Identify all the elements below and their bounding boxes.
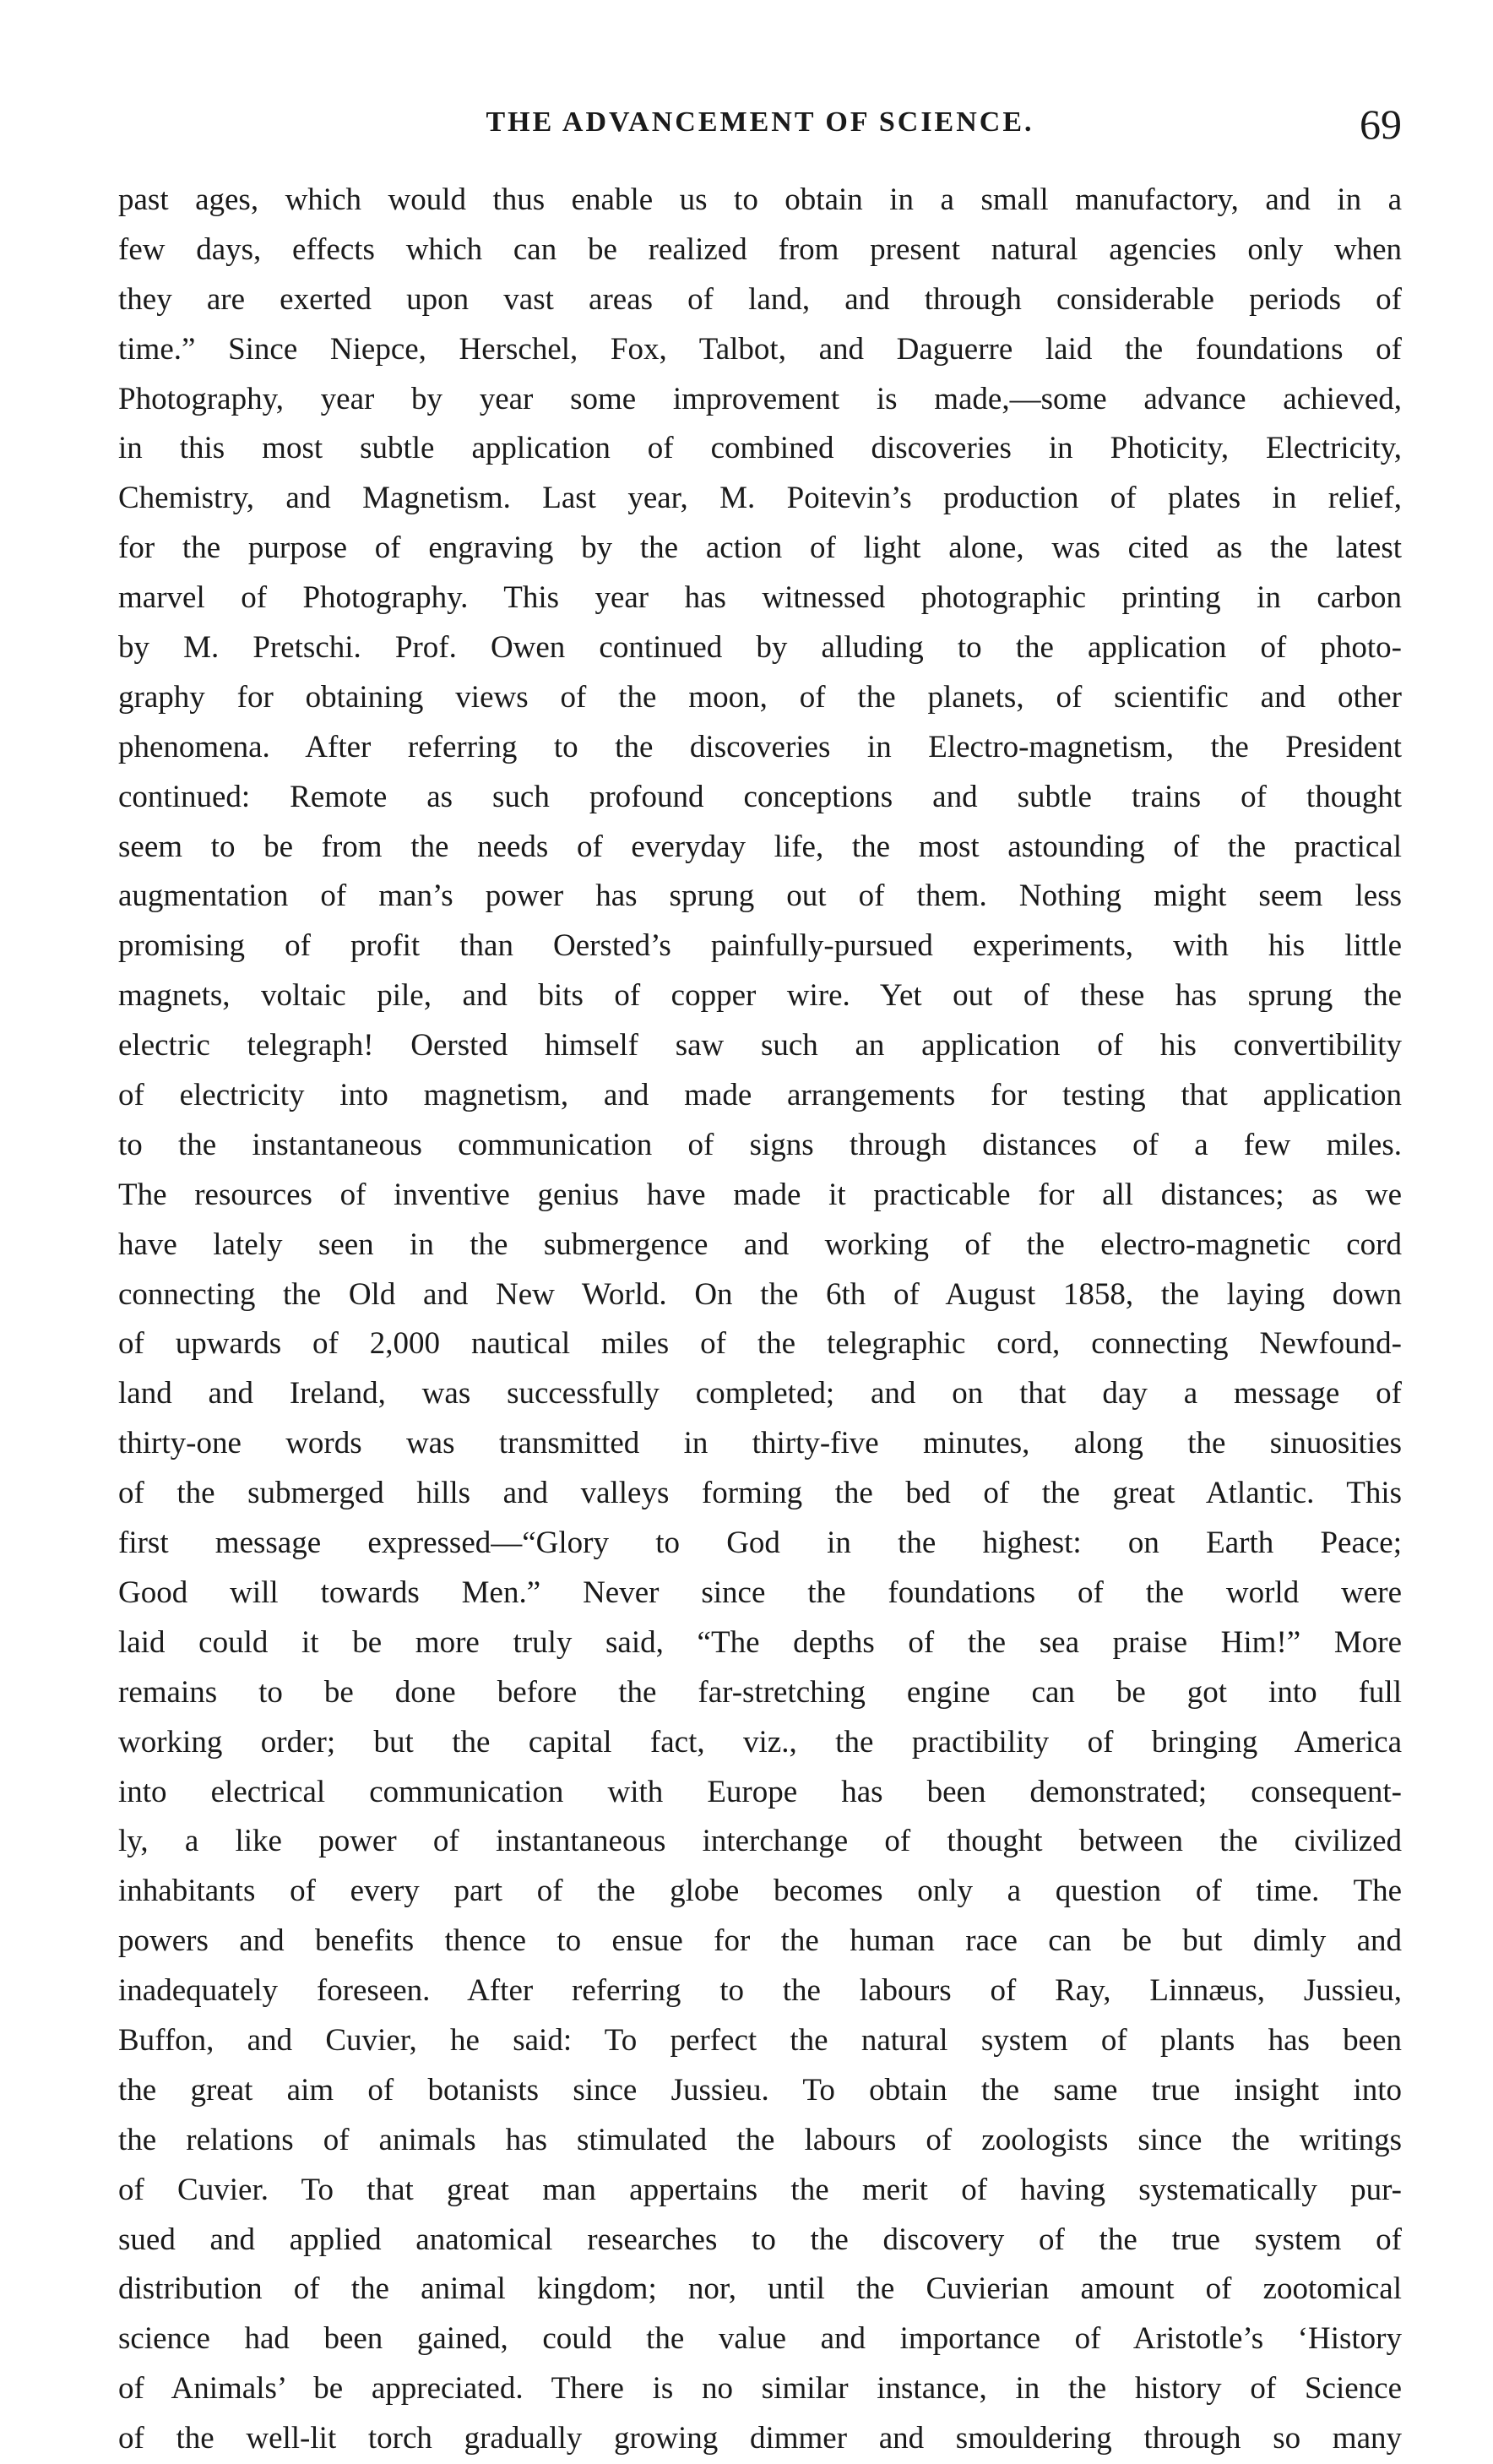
text-line: laid could it be more truly said, “The depths of the sea praise Him!” More xyxy=(118,1624,1402,1660)
text-line: Photography, year by year some improvement is made,—some advance achieved, xyxy=(118,381,1402,416)
text-line: of Animals’ be appreciated. There is no similar instance, in the history of Science xyxy=(118,2371,1402,2407)
text-line: few days, effects which can be realized from present natural agencies only when xyxy=(118,231,1402,267)
text-line: electric telegraph! Oersted himself saw such an application of his convertibility xyxy=(118,1028,1402,1063)
text-line: working order; but the capital fact, viz., the practibility of bringing America xyxy=(118,1724,1402,1760)
text-line: of the well-lit torch gradually growing dimmer and smouldering through so many xyxy=(118,2421,1402,2456)
text-line: distribution of the animal kingdom; nor, until the Cuvierian amount of zootomical xyxy=(118,2271,1402,2307)
text-line: remains to be done before the far-stretching engine can be got into full xyxy=(118,1674,1402,1710)
text-line: The resources of inventive genius have made it practicable for all distances; as we xyxy=(118,1177,1402,1212)
text-line: connecting the Old and New World. On the 6th of August 1858, the laying down xyxy=(118,1276,1402,1312)
text-line: they are exerted upon vast areas of land, and through considerable periods of xyxy=(118,281,1402,317)
text-line: promising of profit than Oersted’s painfully-pursued experiments, with his little xyxy=(118,928,1402,964)
text-line: first message expressed—“Glory to God in the highest: on Earth Peace; xyxy=(118,1526,1402,1561)
text-line: magnets, voltaic pile, and bits of copper wire. Yet out of these has sprung the xyxy=(118,978,1402,1014)
text-line: seem to be from the needs of everyday life, the most astounding of the practical xyxy=(118,829,1402,864)
text-line: by M. Pretschi. Prof. Owen continued by alluding to the application of photo- xyxy=(118,630,1402,666)
text-line: to the instantaneous communication of signs through distances of a few miles. xyxy=(118,1127,1402,1162)
text-line: thirty-one words was transmitted in thirty-five minutes, along the sinuosities xyxy=(118,1426,1402,1461)
text-line: powers and benefits thence to ensue for the human race can be but dimly and xyxy=(118,1923,1402,1959)
text-line: sued and applied anatomical researches to the discovery of the true system of xyxy=(118,2222,1402,2257)
text-line: phenomena. After referring to the discoveries in Electro-magnetism, the President xyxy=(118,729,1402,764)
text-line: have lately seen in the submergence and working of the electro-magnetic cord xyxy=(118,1227,1402,1262)
text-line: Buffon, and Cuvier, he said: To perfect the natural system of plants has been xyxy=(118,2022,1402,2058)
text-line: of Cuvier. To that great man appertains the merit of having systematically pur- xyxy=(118,2172,1402,2207)
text-line: in this most subtle application of combined discoveries in Photicity, Electricity, xyxy=(118,431,1402,466)
text-line: for the purpose of engraving by the action of light alone, was cited as the latest xyxy=(118,530,1402,566)
text-line: into electrical communication with Europe has been demonstrated; consequent- xyxy=(118,1774,1402,1809)
text-line: past ages, which would thus enable us to obtain in a small manufactory, and in a xyxy=(118,182,1402,217)
text-line: inhabitants of every part of the globe becomes only a question of time. The xyxy=(118,1874,1402,1909)
text-line: the relations of animals has stimulated the labours of zoologists since the writings xyxy=(118,2122,1402,2157)
text-line: land and Ireland, was successfully completed; and on that day a message of xyxy=(118,1376,1402,1411)
running-head xyxy=(118,100,1402,150)
body-text xyxy=(118,176,1402,2464)
text-line: graphy for obtaining views of the moon, of the planets, of scientific and other xyxy=(118,679,1402,715)
text-line: the great aim of botanists since Jussieu. To obtain the same true insight into xyxy=(118,2072,1402,2108)
text-line: ly, a like power of instantaneous interchange of thought between the civilized xyxy=(118,1824,1402,1859)
text-line: of electricity into magnetism, and made arrangements for testing that application xyxy=(118,1078,1402,1113)
text-line: marvel of Photography. This year has witnessed photographic printing in carbon xyxy=(118,580,1402,616)
text-line: Chemistry, and Magnetism. Last year, M. Poitevin’s production of plates in relief, xyxy=(118,481,1402,516)
running-title: THE ADVANCEMENT OF SCIENCE. xyxy=(486,106,1034,138)
text-line: augmentation of man’s power has sprung out of them. Nothing might seem less xyxy=(118,878,1402,914)
text-line: of the submerged hills and valleys forming the bed of the great Atlantic. This xyxy=(118,1476,1402,1511)
text-line: continued: Remote as such profound conceptions and subtle trains of thought xyxy=(118,779,1402,814)
page-number: 69 xyxy=(1360,101,1402,148)
text-line: Good will towards Men.” Never since the foundations of the world were xyxy=(118,1575,1402,1610)
text-line: of upwards of 2,000 nautical miles of the telegraphic cord, connecting Newfound- xyxy=(118,1326,1402,1362)
text-line: time.” Since Niepce, Herschel, Fox, Talbot, and Daguerre laid the foundations of xyxy=(118,331,1402,367)
text-line: inadequately foreseen. After referring to the labours of Ray, Linnæus, Jussieu, xyxy=(118,1973,1402,2009)
text-line: science had been gained, could the value and importance of Aristotle’s ‘History xyxy=(118,2321,1402,2357)
